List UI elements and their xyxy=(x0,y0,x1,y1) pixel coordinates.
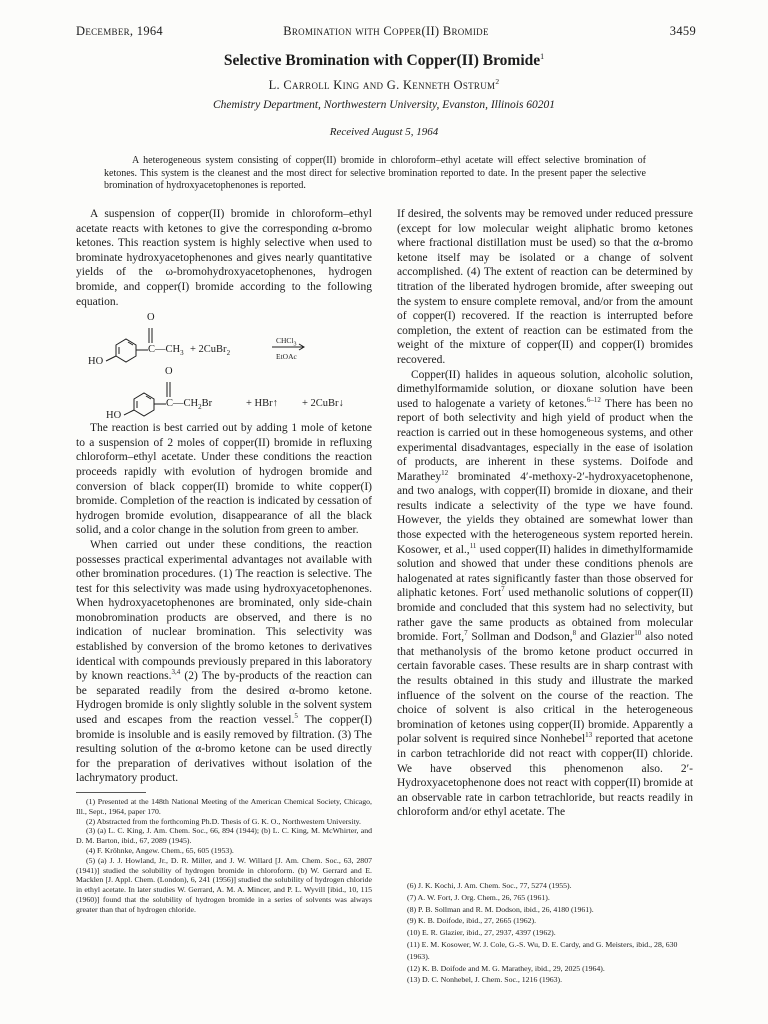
product-oxygen: O xyxy=(165,366,173,378)
affiliation: Chemistry Department, Northwestern University, Evanston, Illinois 60201 xyxy=(212,99,556,111)
footnote-5: (5) (a) J. J. Howland, Jr., D. R. Miller, and J. W. Willard [J. Am. Chem. Soc., 63, 2807 (1941)] studied the solubility of hydrogen bromide in chloroform. (b) W. Gerrard and E. Macklen [J. Appl. Chem. (London), 6, 241 (1956)] studied the solubility of hydrogen chloride in ethyl acetate. In later studies W. Gerrard, A. M. A. Mincer, and P. L. Wyvill [ibid., 10, 115 (1960)] found that the solubility of hydrogen bromide in a series of solvents was always greater than that of hydrogen chloride. xyxy=(76,855,372,914)
page-number: 3459 xyxy=(669,24,696,38)
footnote-rule xyxy=(76,792,146,793)
right-p2-ref-8: 13 xyxy=(585,731,593,740)
left-p3-ref-2: 5 xyxy=(294,712,298,721)
reactant-chain-subscript: 3 xyxy=(180,349,184,358)
running-head-date: December, 1964 xyxy=(76,24,163,38)
right-p2-ref-7: 10 xyxy=(634,629,642,638)
right-p2-text-c: brominated 4′-methoxy-2′-hydroxyacetophenone, and two analogs, with copper(II) bromide in dioxane, and their results indicate a selectivity of the type we have found. However, the yields they obtained are somewhat lower than those expected with the heterogeneous system reported herein. Kosower, et al., xyxy=(397,470,693,556)
left-paragraph-1: A suspension of copper(II) bromide in chloroform–ethyl acetate reacts with ketones to give the corresponding α-bromo ketones. This reaction system is highly selective when used to brominate hydroxyacetophenones and gives nearly quantitative yields of the ω-bromohydroxyacetophenones, hydrogen bromide, and copper(I) bromide according to the following equation. xyxy=(76,208,372,308)
footnote-4: (4) F. Kröhnke, Angew. Chem., 65, 605 (1953). xyxy=(86,845,234,855)
left-p3-text-c: The copper(I) bromide is insoluble and is easily removed by filtration. (3) The resulting solution of the α-bromo ketone can be used directly for the preparation of derivatives without isolation of the lachrymatory product. xyxy=(76,714,372,785)
reagent-copper-bromide: + 2CuBr xyxy=(190,344,227,356)
reference-6: (6) J. K. Kochi, J. Am. Chem. Soc., 77, 5274 (1955). xyxy=(407,881,572,890)
right-p2-ref-6: 8 xyxy=(572,629,577,638)
reactant-chain: C—CH xyxy=(148,344,181,356)
received-date: Received August 5, 1964 xyxy=(329,126,439,138)
footnotes xyxy=(76,797,372,915)
left-paragraph-2: The reaction is best carried out by adding 1 mole of ketone to a suspension of 2 moles of copper(II) bromide in refluxing chloroform–ethyl acetate. Under these conditions the reaction proceeds rapidly with evolution of hydrogen bromide and conversion of black copper(II) bromide to white copper(I) bromide. Completion of the reaction is indicated by cessation of hydrogen bromide evolution, disappearance of all the black solid, and a color change in the solution from green to amber. xyxy=(76,422,372,537)
reactant-oxygen: O xyxy=(147,312,155,324)
product-hydroxy: HO xyxy=(106,410,122,422)
right-paragraph-2 xyxy=(397,368,693,820)
left-column xyxy=(76,207,372,915)
abstract: A heterogeneous system consisting of copper(II) bromide in chloroform–ethyl acetate will effect selective bromination of ketones. This system is the cleanest and the most direct for selective bromination reported to date. In the present paper the selective bromination of hydroxyacetophenones is reported. xyxy=(104,155,646,191)
right-p2-ref-1: 6–12 xyxy=(586,395,601,404)
reference-11: (11) E. M. Kosower, W. J. Cole, G.-S. Wu, D. E. Cardy, and G. Meisters, ibid., 28, 630 (1963). xyxy=(407,939,678,961)
product-chain-subscript: 2 xyxy=(198,403,202,412)
right-paragraph-1: If desired, the solvents may be removed under reduced pressure (except for low molecular weight aliphatic bromo ketones where fractional distillation must be used) so that the α-bromo ketone itself may be isolated or a change of solvent accomplished. (4) The extent of reaction can be determined by titration of the liberated hydrogen bromide, after sweeping out the system to ensure complete removal, and/or from the amount of copper(I) recovered. If the reaction is interrupted before completion, the extent of reaction can be estimated from the weight of the mixture of copper(II) and copper(I) bromides recovered. xyxy=(397,208,693,366)
reference-7: (7) A. W. Fort, J. Org. Chem., 26, 765 (1961). xyxy=(407,892,550,902)
title-text: Selective Bromination with Copper(II) Bromide xyxy=(223,52,541,69)
running-head-title: Bromination with Copper(II) Bromide xyxy=(283,24,489,38)
right-p2-ref-4: 7 xyxy=(501,585,505,594)
left-p3-ref-1: 3,4 xyxy=(171,668,181,677)
right-p2-text-g: and Glazier xyxy=(576,631,635,644)
footnote-1: (1) Presented at the 148th National Meeting of the American Chemical Society, Chicago, Ill., Sept., 1964, paper 170. xyxy=(76,797,372,816)
right-p2-ref-5: 7 xyxy=(464,629,468,638)
article-title xyxy=(0,52,768,70)
right-p2-text-f: Sollman and Dodson, xyxy=(467,631,573,644)
author-1: L. Carroll King xyxy=(268,78,360,92)
running-head xyxy=(76,24,696,40)
right-p2-text-d: used copper(II) halides in dimethylformamide solution and showed that under these conditions phenols are halogenated at rates significantly faster than those observed for aliphatic ketones. Fort xyxy=(397,543,693,600)
reactant-hydroxy: HO xyxy=(88,356,104,368)
right-p2-text-h: also noted that methanolysis of the bromo ketone product occurred in certain favorable cases. These results are in sharp contrast with the results obtained in this study and illustrate the marked influence of the solvent on the course of the reaction. The choice of solvent is also critical in the heterogeneous bromination of ketones using copper(II) bromide. Apparently a polar solvent is required since Nonhebel xyxy=(397,631,693,746)
reference-10: (10) E. R. Glazier, ibid., 27, 2937, 4397 (1962). xyxy=(407,928,556,938)
reference-list xyxy=(397,880,697,986)
right-p2-text-e: used methanolic solutions of copper(II) bromide and concluded that this system had no selectivity, but rather gave the same products as obtained from molecular bromide. Fort, xyxy=(397,587,693,644)
left-paragraph-3 xyxy=(76,538,372,786)
reagent-subscript: 2 xyxy=(226,349,231,358)
reaction-equation xyxy=(76,309,372,421)
right-p2-text-b: There has been no report of both selectivity and high yield of product when the reaction is carried out in these homogeneous systems, and other experimental disadvantages, especially in the ease of isolation of products, are inherent in these systems. Doifode and Marathey xyxy=(397,397,693,483)
right-p2-text-a: Copper(II) halides in aqueous solution, alcoholic solution, dimethylformamide solution, or dioxane solution have been used to halogenate a variety of ketones. xyxy=(397,368,693,410)
solvent-subscript: 3 xyxy=(293,341,297,348)
title-footnote-mark: 1 xyxy=(540,51,545,61)
author-joiner: and xyxy=(362,78,384,92)
product-chain: C—CH xyxy=(166,398,199,410)
reference-12: (12) K. B. Doifode and M. G. Marathey, ibid., 29, 2025 (1964). xyxy=(407,963,605,973)
reference-13: (13) D. C. Nonhebel, J. Chem. Soc., 1216 (1963). xyxy=(407,975,563,985)
footnote-2: (2) Abstracted from the forthcoming Ph.D. Thesis of G. K. O., Northwestern University. xyxy=(86,816,362,826)
byproduct-copper-i-bromide: + 2CuBr↓ xyxy=(302,398,344,410)
author-footnote-mark: 2 xyxy=(495,76,500,86)
reference-9: (9) K. B. Doifode, ibid., 27, 2665 (1962). xyxy=(407,916,537,926)
author-2: G. Kenneth Ostrum xyxy=(386,78,496,92)
solvent-ethyl-acetate: EtOAc xyxy=(276,352,297,362)
left-p3-text-b: (2) The by-products of the reaction can be separated readily from the desired α-bromo ketone. Hydrogen bromide is only slightly soluble in the solvent system used and escapes from the reaction vessel. xyxy=(76,670,372,727)
left-p3-text-a: When carried out under these conditions, the reaction possesses practical experimental advantages not available with other bromination procedures. (1) The reaction is selective. The test for this selectivity was made using hydroxyacetophenones. When hydroxyacetophenones are brominated, only side-chain monobromination products are observed, and there is no indication of nuclear bromination. This selectivity was established by conversion of the bromo ketones to derivatives identical with compounds previously prepared in this laboratory by known reactions. xyxy=(76,538,372,683)
right-p2-text-i: reported that acetone in carbon tetrachloride did not react with copper(II) chloride. We have observed this phenomenon also. 2′-Hydroxyacetophenone does not react with copper(II) bromide at an observable rate in carbon tetrachloride, but reacts readily in chloroform and/or ethyl acetate. The xyxy=(397,733,694,819)
author-line xyxy=(0,78,768,93)
right-p2-ref-2: 12 xyxy=(441,468,449,477)
byproduct-hbr: + HBr↑ xyxy=(246,398,278,410)
reference-8: (8) P. B. Sollman and R. M. Dodson, ibid., 26, 4180 (1961). xyxy=(407,904,594,914)
right-p2-ref-3: 11 xyxy=(469,541,477,550)
solvent-chloroform: CHCl xyxy=(276,336,294,346)
footnote-3: (3) (a) L. C. King, J. Am. Chem. Soc., 66, 894 (1944); (b) L. C. King, M. McWhirter, and D. M. Barton, ibid., 67, 2089 (1945). xyxy=(76,826,372,846)
right-column xyxy=(397,207,693,820)
product-bromine: Br xyxy=(201,398,213,410)
